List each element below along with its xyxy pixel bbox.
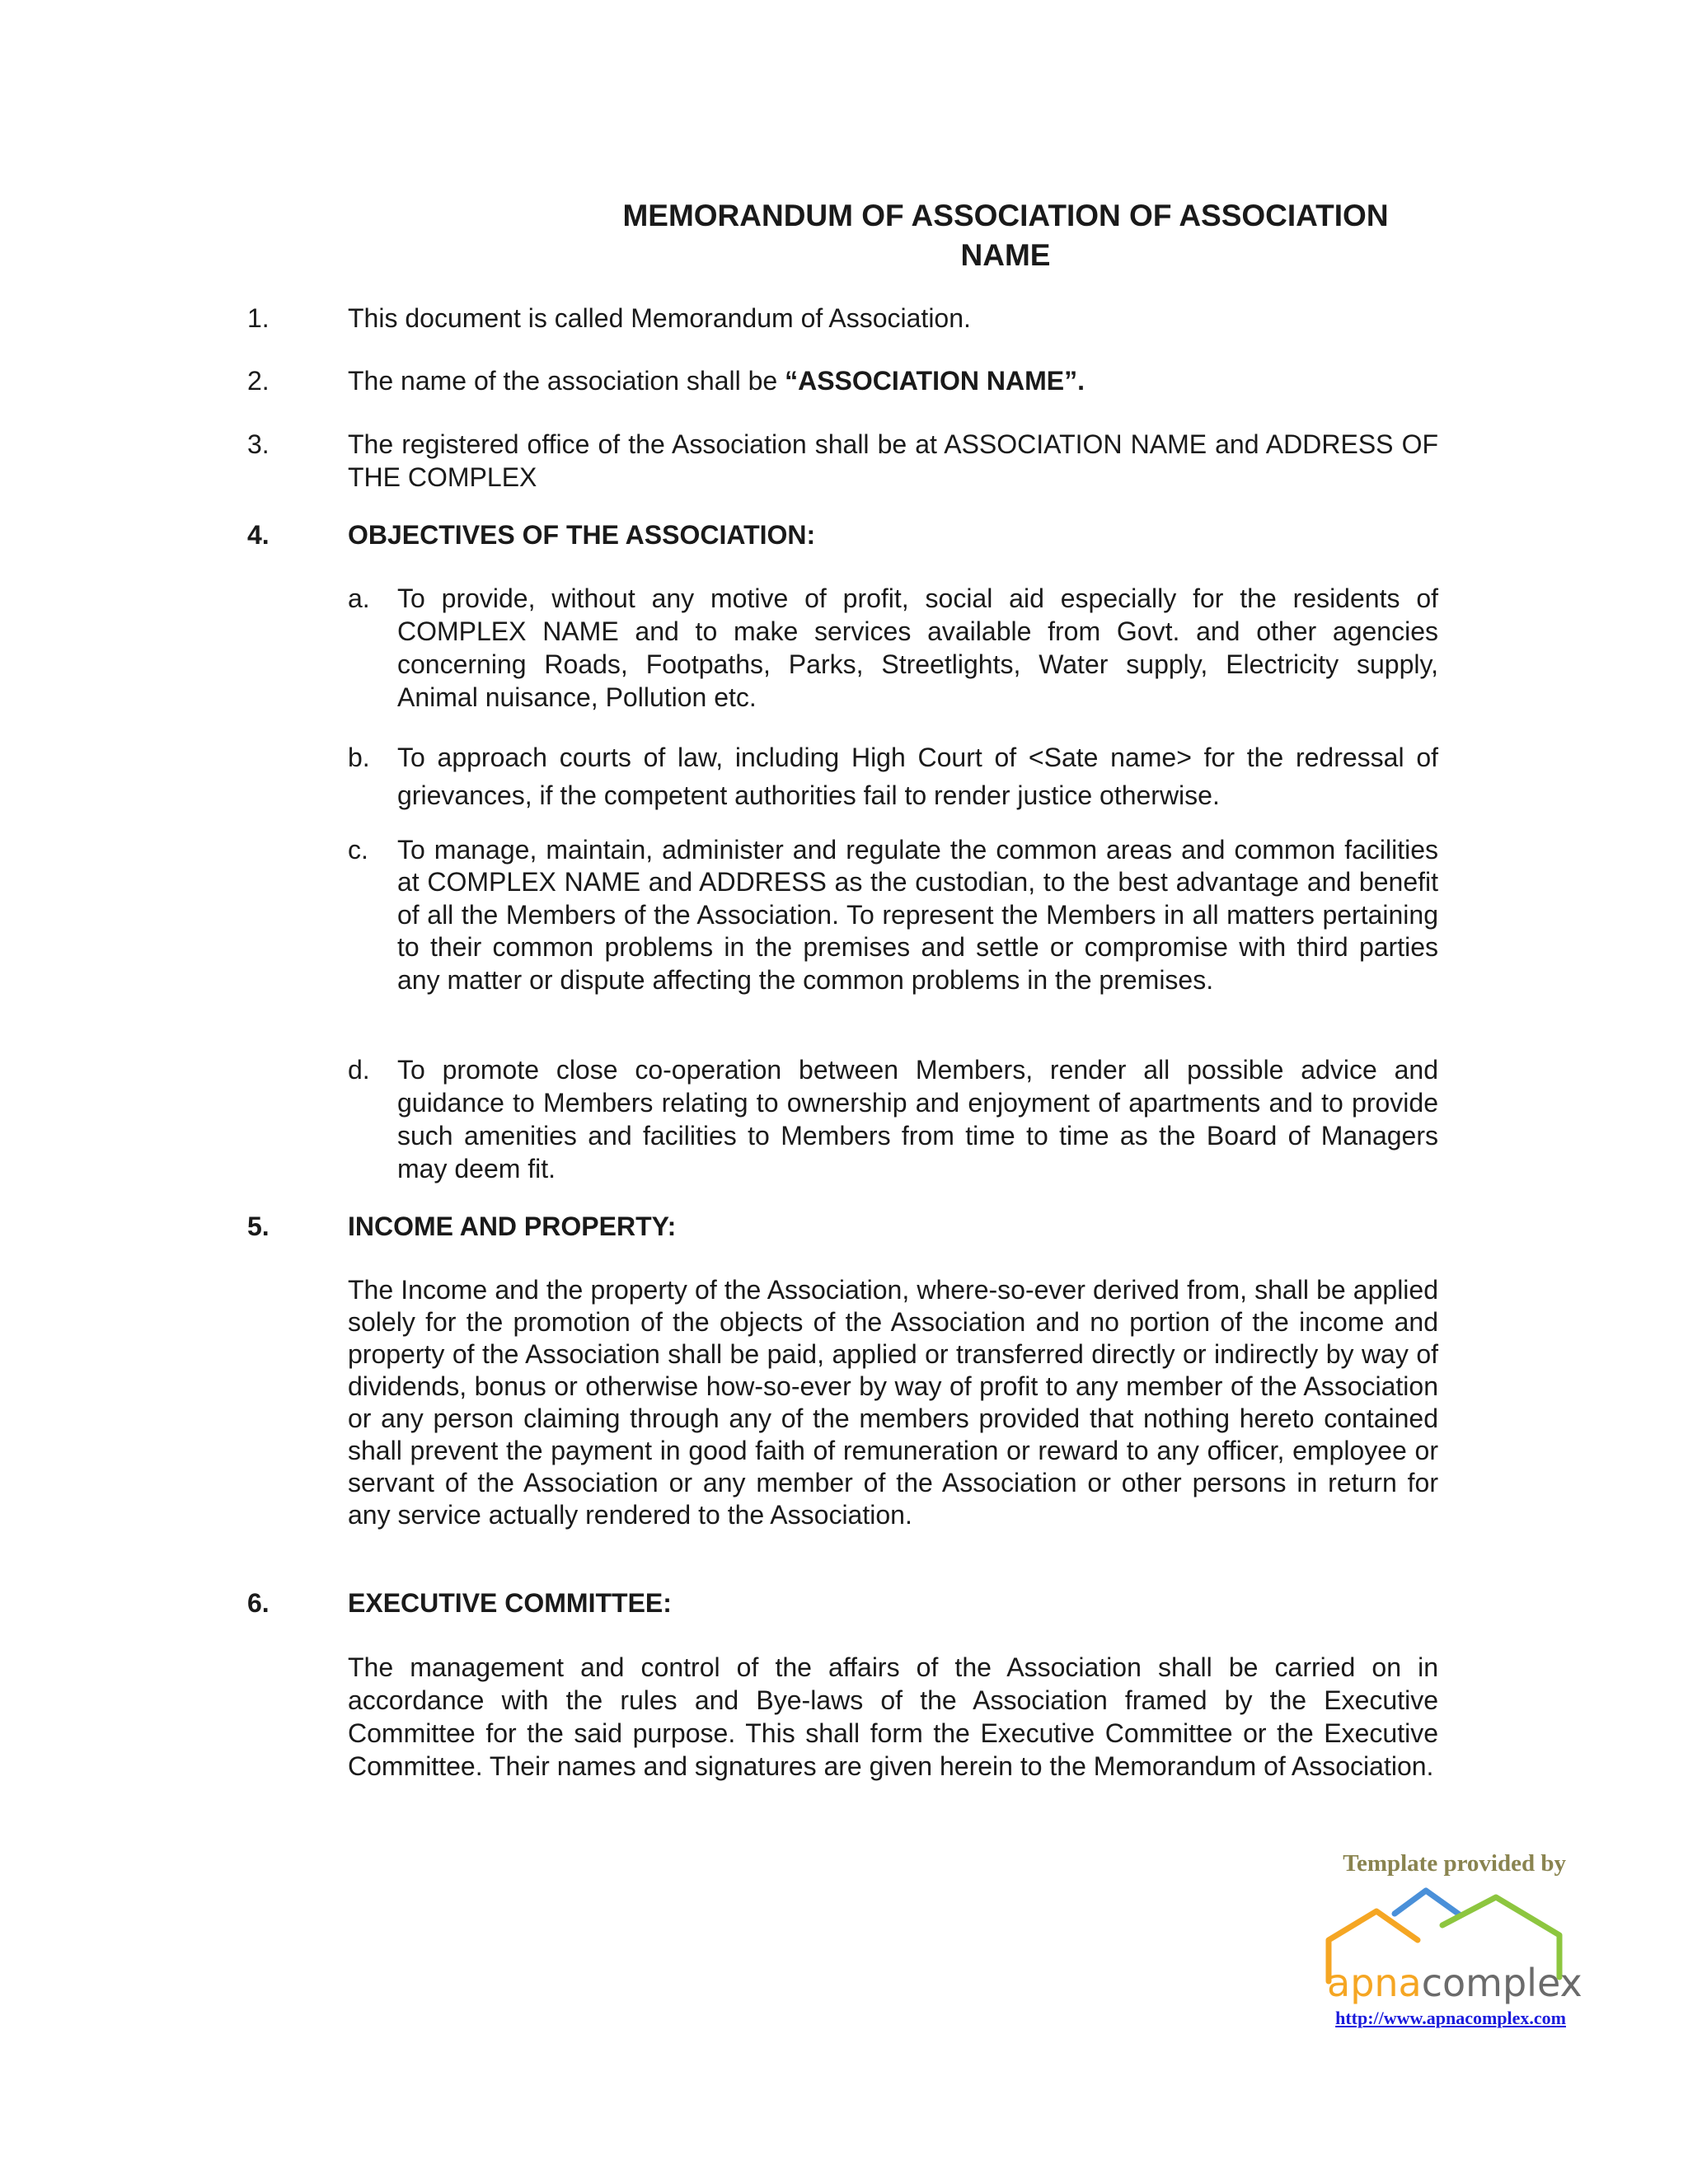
objective-c xyxy=(348,834,1438,996)
watermark-caption: Template provided by xyxy=(1343,1850,1566,1877)
section-6-text: The management and control of the affairs of the Association shall be carried on in accordance with the rules and Bye-laws of the Association framed by the Executive Committee for the said purpose. This shall form the Executive Committee or the Executive Committee. Their names and signatures are given herein to the Memorandum of Association. xyxy=(348,1652,1438,1781)
clause-number: 2. xyxy=(247,366,270,396)
section-5-heading xyxy=(247,1210,1438,1243)
logo-brand-suffix: complex xyxy=(1421,1961,1582,2005)
clause-1 xyxy=(247,302,1438,335)
section-heading: INCOME AND PROPERTY: xyxy=(348,1212,677,1241)
section-heading: EXECUTIVE COMMITTEE: xyxy=(348,1588,672,1618)
logo-brand-prefix: apna xyxy=(1327,1961,1422,2005)
apnacomplex-link[interactable]: http://www.apnacomplex.com xyxy=(1335,2008,1566,2028)
section-5-text: The Income and the property of the Association, where-so-ever derived from, shall be applied solely for the promotion of the objects of the Association and no portion of the income and property of the Association shall be paid, applied or transferred directly or indirectly by way of dividends, bonus or otherwise how-so-ever by way of profit to any member of the Association or any person claiming through any of the members provided that nothing hereto contained shall prevent the payment in good faith of remuneration or reward to any officer, employee or servant of the Association or any member of the Association or other persons in return for any service actually rendered to the Association. xyxy=(348,1275,1438,1530)
clause-number: 3. xyxy=(247,429,270,459)
objective-a xyxy=(348,582,1438,714)
clause-2 xyxy=(247,364,1438,397)
title-line-2: NAME xyxy=(960,238,1051,272)
svg-text:apnacomplex xyxy=(1327,1961,1582,2005)
objective-text: To approach courts of law, including High Court of <Sate name> for the redressal of grievances, if the competent authorities fail to render justice otherwise. xyxy=(397,743,1438,810)
association-name-emphasis: “ASSOCIATION NAME”. xyxy=(785,366,1085,396)
apnacomplex-logo xyxy=(1319,1882,1582,2006)
clause-text: The registered office of the Association shall be at ASSOCIATION NAME and ADDRESS OF THE COMPLEX xyxy=(348,429,1438,492)
objective-letter: b. xyxy=(348,743,370,772)
section-number: 5. xyxy=(247,1212,270,1241)
objective-d xyxy=(348,1053,1438,1185)
objective-text: To provide, without any motive of profit, social aid especially for the residents of COMPLEX NAME and to make services available from Govt. and other agencies concerning Roads, Footpaths, Parks, Streetlights, Water supply, Electricity supply, Animal nuisance, Pollution etc. xyxy=(397,583,1438,712)
objective-b xyxy=(348,738,1438,814)
document-title xyxy=(560,196,1451,275)
objective-letter: d. xyxy=(348,1055,370,1085)
clause-text xyxy=(348,364,1438,397)
clause-number: 1. xyxy=(247,303,270,333)
clause-3 xyxy=(247,428,1438,494)
objective-letter: c. xyxy=(348,835,368,865)
objective-letter: a. xyxy=(348,583,370,613)
title-line-1: MEMORANDUM OF ASSOCIATION OF ASSOCIATION xyxy=(622,199,1389,232)
section-number: 4. xyxy=(247,520,270,550)
objective-text: To promote close co-operation between Members, render all possible advice and guidance to Members relating to ownership and enjoyment of apartments and to provide such amenities and facilities to Members from time to time as the Board of Managers may deem fit. xyxy=(397,1055,1438,1183)
template-watermark xyxy=(1302,1850,1582,2029)
section-number: 6. xyxy=(247,1588,270,1618)
section-4-heading xyxy=(247,518,1438,551)
section-6-heading xyxy=(247,1586,1438,1619)
objective-text: To manage, maintain, administer and regulate the common areas and common facilities at COMPLEX NAME and ADDRESS as the custodian, to the best advantage and benefit of all the Members of the Association. To represent the Members in all matters pertaining to their common problems in the premises and settle or compromise with third parties any matter or dispute affecting the common problems in the premises. xyxy=(397,835,1438,995)
clause-text: This document is called Memorandum of Association. xyxy=(348,303,971,333)
section-heading: OBJECTIVES OF THE ASSOCIATION: xyxy=(348,520,816,550)
clause-text-prefix: The name of the association shall be xyxy=(348,366,785,396)
